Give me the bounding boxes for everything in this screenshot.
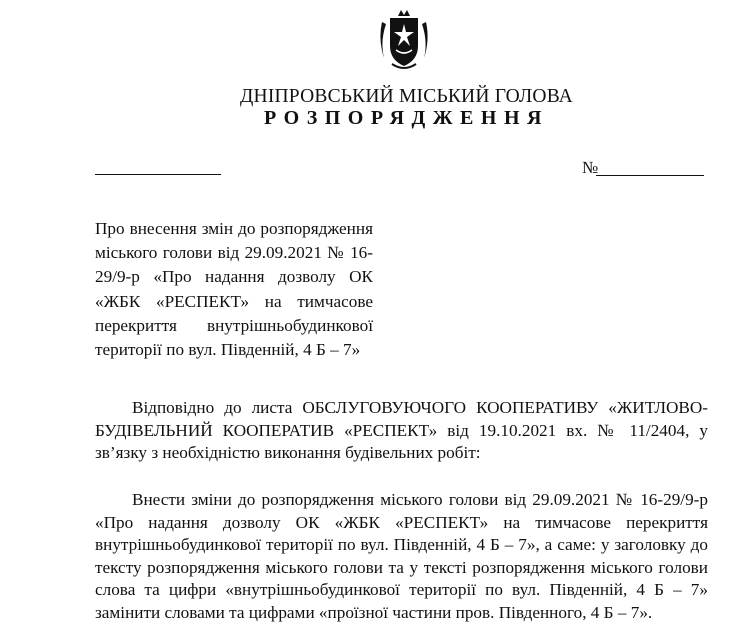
date-blank-line <box>95 164 221 175</box>
document-subject: Про внесення змін до розпорядження міського голови від 29.09.2021 № 16-29/9-р «Про надання дозволу ОК «ЖБК «РЕСПЕКТ» на тимчасове перекриття внутрішньобудинкової території по вул. Південній, 4 Б – 7» <box>95 219 373 360</box>
issuer-title: ДНІПРОВСЬКИЙ МІСЬКИЙ ГОЛОВА <box>240 86 573 107</box>
resolution-paragraph: Внести зміни до розпорядження міського голови від 29.09.2021 № 16-29/9-р «Про надання дозволу ОК «ЖБК «РЕСПЕКТ» на тимчасове перекриття внутрішньобудинкової території по вул. Південній, 4 Б – 7», а саме: у заголовку до тексту розпорядження міського голови та у тексті розпорядження міського голови слова та цифри «внутрішньобудинкової території по вул. Південній, 4 Б – 7» замінити словами та цифрами «проїзної частини пров. Південного, 4 Б – 7». <box>95 490 708 622</box>
preamble-paragraph: Відповідно до листа ОБСЛУГОВУЮЧОГО КООПЕРАТИВУ «ЖИТЛОВО-БУДІВЕЛЬНИЙ КООПЕРАТИВ «РЕСПЕКТ» від 19.10.2021 вх. № 11/2404, у зв’язку з необхідністю виконання будівельних робіт: <box>95 398 708 462</box>
document-type-title: РОЗПОРЯДЖЕННЯ <box>264 107 549 129</box>
coat-of-arms-icon <box>376 6 432 70</box>
number-blank-line <box>596 175 704 176</box>
document-number-label: № <box>582 158 599 177</box>
